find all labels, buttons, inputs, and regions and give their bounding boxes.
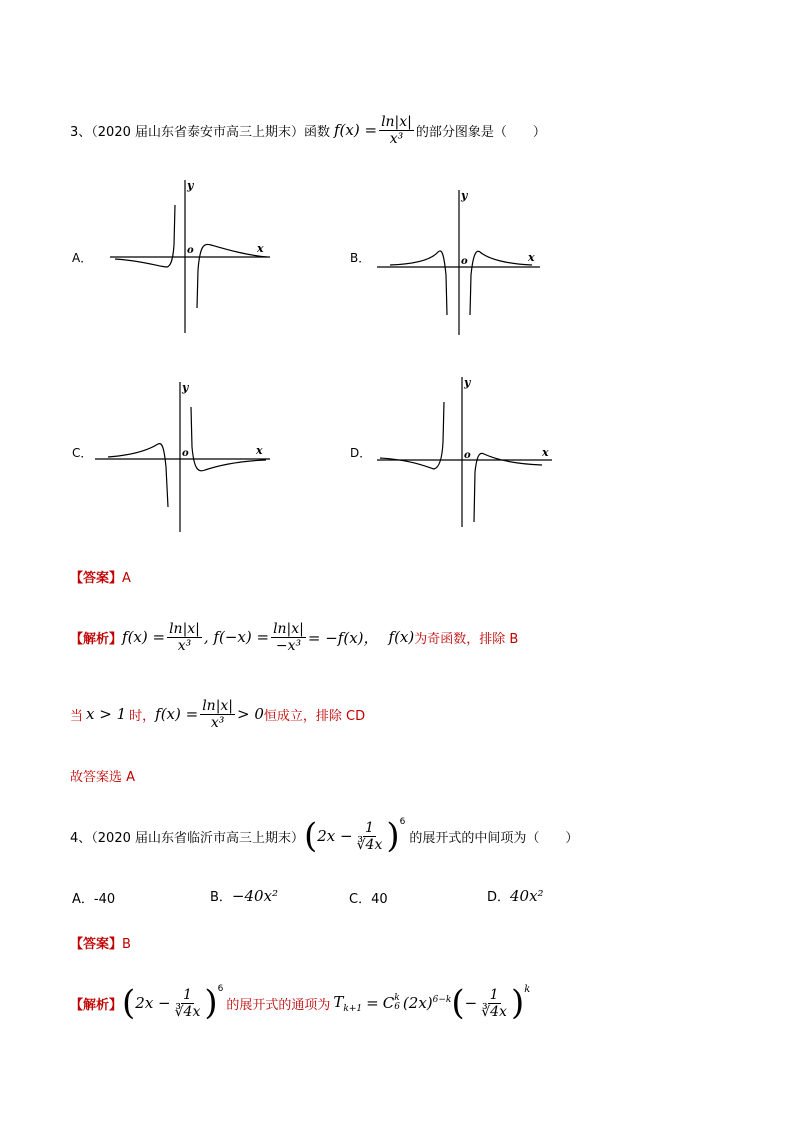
q3-stem (70, 110, 546, 150)
option-c-label: C． (72, 446, 93, 460)
analysis-f-neg-x: , f(−x) = (203, 628, 270, 646)
q3-fx: f(x) = (334, 121, 378, 139)
equals: = (366, 994, 379, 1012)
answer-tag: 【答案】 (70, 571, 123, 586)
q4-analysis (70, 978, 530, 1028)
expr-a: 2x − (135, 994, 171, 1012)
q4-option-d (487, 886, 544, 905)
comb-sup: k (394, 993, 400, 1003)
analysis-tag: 【解析】 (70, 997, 123, 1013)
analysis-frac-1 (167, 621, 202, 654)
analysis-fx: f(x) = (122, 628, 166, 646)
q4-power: 6 (399, 817, 406, 827)
comb-sub: 6 (394, 1002, 400, 1012)
term-letter: T (333, 992, 344, 1011)
frac-num: ln|x| (169, 620, 200, 637)
analysis-mid-text: 的展开式的通项为 (226, 997, 331, 1013)
frac-den: x³ (210, 714, 225, 731)
analysis-tag: 【解析】 (70, 631, 123, 647)
q4-suffix: 的展开式的中间项为（ ） (409, 830, 579, 846)
frac-num: 1 (183, 986, 192, 1003)
expr-power: 6 (217, 984, 224, 994)
axis-y-label: y (461, 189, 468, 202)
analysis-odd-text: 为奇函数，排除 B (414, 631, 519, 647)
axis-x-label: x (528, 251, 535, 264)
q3-fraction (379, 114, 414, 147)
origin-label: o (182, 448, 189, 459)
q3-analysis-line2 (70, 692, 365, 736)
analysis-fx-3: f(x) = (155, 705, 199, 723)
frac-den: x³ (177, 637, 192, 654)
option-d-label: D． (350, 446, 372, 460)
q4-option-c: C．40 (349, 892, 388, 907)
pow-exp: 6−k (432, 995, 452, 1005)
answer-tag: 【答案】 (70, 937, 123, 952)
frac-num: 1 (365, 819, 374, 836)
graph-d (372, 372, 557, 532)
q3-analysis-line3: 故答案选 A (70, 770, 136, 785)
analysis-frac-2 (271, 621, 306, 654)
graph-c (90, 377, 275, 537)
frac-num: ln|x| (202, 697, 234, 714)
combination (383, 994, 400, 1012)
axis-y-label: y (464, 376, 471, 389)
option-label: D． (487, 890, 511, 905)
q4-stem (70, 813, 578, 859)
right-paren: ) (204, 983, 218, 1023)
right-paren-2: ) (510, 983, 525, 1023)
q4-prefix: 4、（2020 届山东省临沂市高三上期末） (70, 830, 304, 846)
answer-value: A (122, 571, 131, 586)
left-paren: ( (304, 816, 318, 856)
graph-b (372, 185, 547, 340)
option-b-label: B． (350, 251, 371, 265)
q4-option-a: A．-40 (72, 892, 116, 907)
axis-y-label: y (182, 381, 189, 394)
axis-x-label: x (257, 242, 264, 255)
frac-den: ∛4x (356, 836, 383, 853)
option-value: 40x² (510, 887, 544, 905)
frac-den: −x³ (275, 637, 302, 654)
term (333, 993, 362, 1014)
q4-answer (70, 933, 131, 952)
expr-frac (173, 987, 203, 1020)
left-paren: ( (122, 983, 136, 1023)
axis-y-label: y (187, 179, 194, 192)
option-a-label: A． (72, 251, 93, 265)
analysis-exclude-cd: 恒成立，排除 CD (263, 708, 366, 724)
tail-power: k (524, 984, 531, 995)
left-paren-2: ( (451, 983, 465, 1023)
analysis-gt-zero: > 0 (237, 705, 264, 723)
neg-sign: − (464, 994, 478, 1012)
origin-label: o (461, 256, 468, 267)
analysis-frac-3 (200, 698, 235, 731)
origin-label: o (187, 245, 194, 256)
power-term (403, 994, 451, 1012)
q4-option-b (210, 886, 278, 905)
q3-analysis-line1 (70, 615, 518, 659)
comb-letter: C (382, 994, 395, 1012)
q3-frac-den: x³ (389, 130, 404, 147)
tail-frac (479, 987, 509, 1020)
q3-suffix: 的部分图象是（ ） (415, 124, 546, 140)
answer-value: B (122, 937, 131, 952)
q3-prefix: 3、（2020 届山东省泰安市高三上期末）函数 (70, 124, 330, 140)
q4-expr-a: 2x − (317, 827, 353, 845)
analysis-time: 时， (129, 708, 156, 724)
pow-base: (2x) (402, 994, 433, 1012)
q4-frac (355, 820, 385, 853)
term-sub: k+1 (343, 1003, 363, 1014)
right-paren: ) (386, 816, 400, 856)
axis-x-label: x (542, 446, 549, 459)
analysis-cond: x > 1 (86, 705, 127, 723)
option-label: B． (210, 890, 232, 905)
frac-num: ln|x| (273, 620, 304, 637)
frac-den: ∛4x (174, 1003, 201, 1020)
axis-x-label: x (256, 444, 263, 457)
analysis-fx-2: f(x) (388, 628, 415, 646)
analysis-when: 当 (70, 708, 84, 724)
q3-frac-num: ln|x| (381, 113, 412, 130)
frac-den: ∛4x (481, 1003, 507, 1020)
analysis-eq-neg: = −f(x)， (307, 628, 379, 647)
origin-label: o (464, 450, 471, 461)
q3-answer (70, 567, 131, 586)
option-value: −40x² (231, 887, 279, 905)
frac-num: 1 (489, 986, 499, 1003)
graph-a (105, 175, 280, 340)
